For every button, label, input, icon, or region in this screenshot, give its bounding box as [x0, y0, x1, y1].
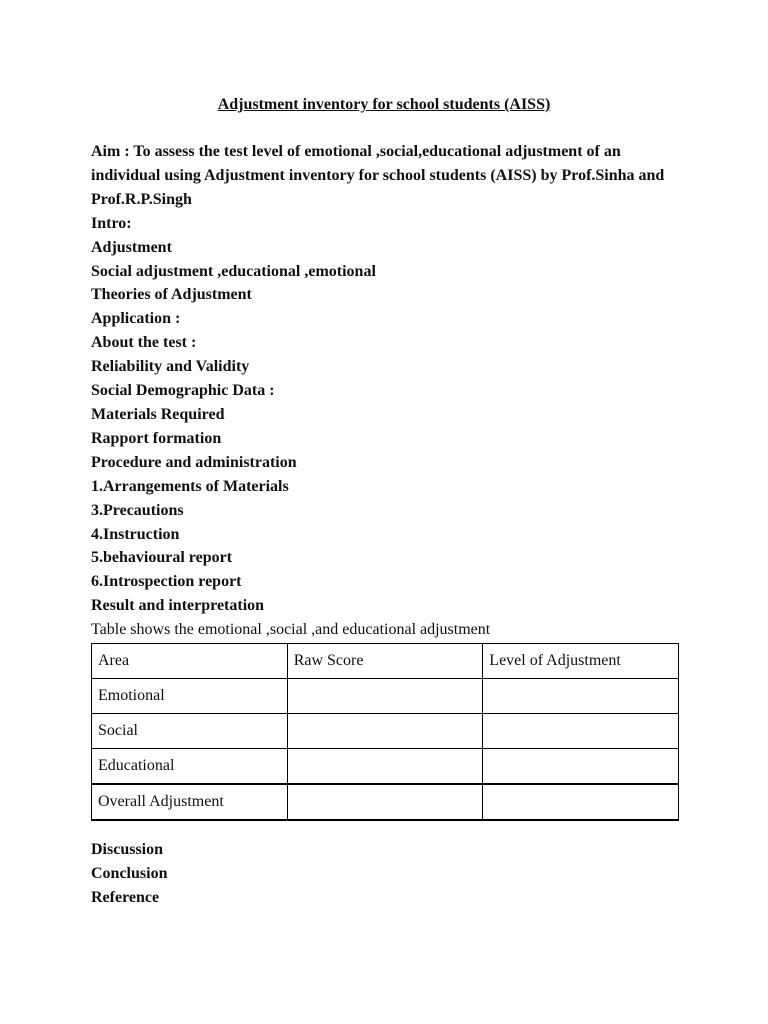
procedure-step-arrangements: 1.Arrangements of Materials	[91, 477, 289, 495]
section-heading-about-test: About the test :	[91, 334, 197, 352]
table-cell-raw-score	[287, 784, 483, 820]
table-row	[92, 784, 679, 820]
section-heading-demographic: Social Demographic Data :	[91, 382, 275, 400]
table-cell-raw-score	[287, 714, 483, 749]
table-cell-area: Educational	[92, 749, 288, 785]
table-cell-level	[483, 749, 679, 785]
section-heading-theories: Theories of Adjustment	[91, 286, 252, 304]
procedure-step-instruction: 4.Instruction	[91, 525, 180, 543]
table-header-row	[92, 644, 679, 679]
table-header-cell: Level of Adjustment	[483, 644, 679, 679]
table-cell-level	[483, 784, 679, 820]
section-heading-reference: Reference	[91, 888, 160, 906]
table-header-cell: Raw Score	[287, 644, 483, 679]
section-heading-adjustment: Adjustment	[91, 238, 172, 256]
table-row	[92, 749, 679, 785]
section-heading-intro: Intro:	[91, 214, 132, 232]
section-heading-adjustment-types: Social adjustment ,educational ,emotional	[91, 262, 376, 280]
section-heading-application: Application :	[91, 310, 181, 328]
table-cell-level	[483, 714, 679, 749]
section-heading-procedure: Procedure and administration	[91, 453, 297, 471]
section-heading-discussion: Discussion	[91, 841, 164, 858]
table-row	[92, 679, 679, 714]
table-cell-area: Social	[92, 714, 288, 749]
table-cell-raw-score	[287, 749, 483, 785]
document-body	[91, 140, 691, 642]
procedure-step-behavioural-report: 5.behavioural report	[91, 549, 233, 567]
procedure-step-precautions: 3.Precautions	[91, 501, 184, 519]
procedure-step-introspection-report: 6.Introspection report	[91, 573, 242, 591]
document-title: Adjustment inventory for school students (AISS)	[217, 96, 551, 113]
section-heading-reliability: Reliability and Validity	[91, 358, 250, 376]
table-cell-area: Emotional	[92, 679, 288, 714]
closing-sections	[91, 838, 691, 910]
table-header-cell: Area	[92, 644, 288, 679]
aim-statement: Aim : To assess the test level of emotional ,social,educational adjustment of an individual using Adjustment inventory for school students (AISS) by Prof.Sinha and Prof.R.P.Singh	[91, 143, 665, 208]
table-cell-level	[483, 679, 679, 714]
table-row	[92, 714, 679, 749]
adjustment-table	[91, 643, 679, 821]
table-caption: Table shows the emotional ,social ,and educational adjustment	[91, 621, 491, 639]
section-heading-result: Result and interpretation	[91, 597, 265, 615]
section-heading-materials: Materials Required	[91, 405, 225, 423]
table-cell-raw-score	[287, 679, 483, 714]
section-heading-rapport: Rapport formation	[91, 429, 222, 447]
table-cell-area: Overall Adjustment	[92, 784, 288, 820]
section-heading-conclusion: Conclusion	[91, 864, 168, 882]
